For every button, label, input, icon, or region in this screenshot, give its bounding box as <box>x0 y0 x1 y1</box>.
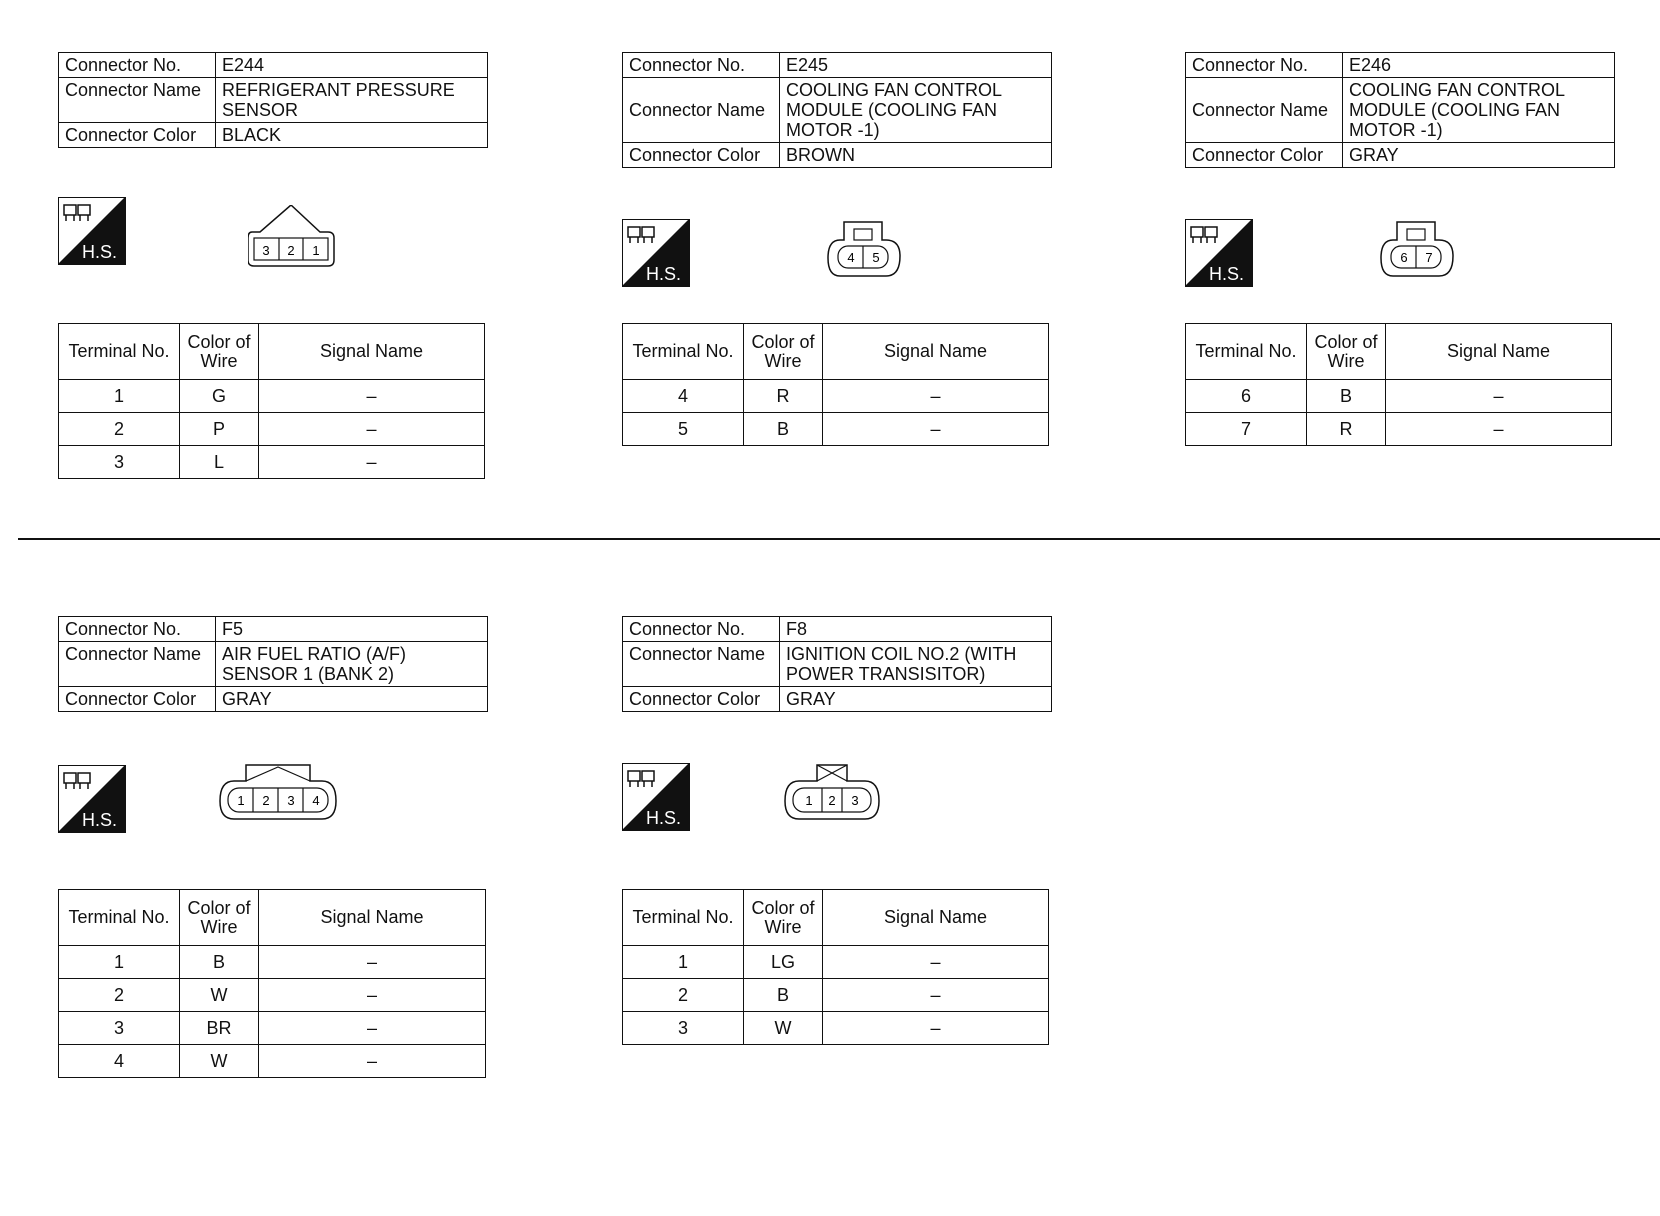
connector-name-line: POWER TRANSISITOR) <box>786 664 986 684</box>
signal-name-cell: – <box>1386 380 1612 413</box>
terminal-no-cell: 4 <box>59 1045 180 1078</box>
terminal-no-cell: 1 <box>59 380 180 413</box>
header-terminal-no: Terminal No. <box>623 324 744 380</box>
connector-face-diagram <box>826 220 906 280</box>
pin-number: 1 <box>312 243 320 258</box>
connector-name-line: COOLING FAN CONTROL <box>1349 80 1566 100</box>
table-row <box>59 979 486 1012</box>
header-text-line: Color of <box>1314 331 1378 352</box>
connector-name-value <box>780 642 1052 687</box>
label-connector-no: Connector No. <box>59 617 216 642</box>
hs-label: H.S. <box>82 810 118 830</box>
terminal-table <box>58 889 486 1078</box>
wire-color-cell: W <box>180 1045 259 1078</box>
connector-name-line: SENSOR <box>222 100 299 120</box>
connector-name-line: SENSOR 1 (BANK 2) <box>222 664 395 684</box>
terminal-no-cell: 2 <box>623 979 744 1012</box>
connector-name-value <box>216 642 488 687</box>
wire-color-cell: B <box>180 946 259 979</box>
hs-label: H.S. <box>1209 264 1245 284</box>
connector-info-table <box>58 52 488 148</box>
connector-color-value: BLACK <box>216 123 488 148</box>
terminal-no-cell: 6 <box>1186 380 1307 413</box>
signal-name-cell: – <box>823 380 1049 413</box>
wire-color-cell: B <box>744 413 823 446</box>
hs-label: H.S. <box>646 264 682 284</box>
signal-name-cell: – <box>1386 413 1612 446</box>
connector-color-value: GRAY <box>216 687 488 712</box>
table-row <box>59 1012 486 1045</box>
terminal-no-cell: 2 <box>59 979 180 1012</box>
header-text-line: Color of <box>751 331 815 352</box>
signal-name-cell: – <box>823 1012 1049 1045</box>
table-row <box>59 413 485 446</box>
table-row <box>59 380 485 413</box>
header-text-line: Color of <box>187 331 251 352</box>
pin-number: 4 <box>847 250 855 265</box>
header-text-line: Wire <box>764 350 802 371</box>
pin-number: 4 <box>312 793 320 808</box>
connector-info-table <box>1185 52 1615 168</box>
table-row <box>623 413 1049 446</box>
connector-info-table <box>622 616 1052 712</box>
connector-name-value <box>780 78 1052 143</box>
wire-color-cell: P <box>180 413 259 446</box>
terminal-table <box>58 323 485 479</box>
connector-no-value: F5 <box>216 617 488 642</box>
connector-name-line: IGNITION COIL NO.2 (WITH <box>786 644 1017 664</box>
header-signal-name: Signal Name <box>259 890 486 946</box>
wire-color-cell: LG <box>744 946 823 979</box>
signal-name-cell: – <box>823 413 1049 446</box>
connector-face-diagram <box>783 763 883 825</box>
connector-no-value: E246 <box>1343 53 1615 78</box>
header-color-of-wire <box>744 324 823 380</box>
header-color-of-wire <box>180 324 259 380</box>
table-row <box>59 1045 486 1078</box>
wire-color-cell: G <box>180 380 259 413</box>
header-terminal-no: Terminal No. <box>1186 324 1307 380</box>
terminal-no-cell: 1 <box>623 946 744 979</box>
table-row <box>623 380 1049 413</box>
table-row <box>623 1012 1049 1045</box>
connector-name-line: MODULE (COOLING FAN <box>786 100 998 120</box>
header-text-line: Wire <box>1327 350 1365 371</box>
connector-name-line: AIR FUEL RATIO (A/F) <box>222 644 407 664</box>
harness-side-icon <box>58 765 126 833</box>
connector-block-e245 <box>622 52 1052 168</box>
terminal-table <box>1185 323 1612 446</box>
connector-name-line: MOTOR -1) <box>1349 120 1443 140</box>
label-connector-color: Connector Color <box>623 143 780 168</box>
signal-name-cell: – <box>259 413 485 446</box>
connector-face-diagram <box>1379 220 1459 280</box>
harness-side-icon <box>622 763 690 831</box>
terminal-no-cell: 5 <box>623 413 744 446</box>
connector-name-value <box>216 78 488 123</box>
label-connector-no: Connector No. <box>1186 53 1343 78</box>
label-connector-color: Connector Color <box>59 123 216 148</box>
table-row <box>623 979 1049 1012</box>
wire-color-cell: L <box>180 446 259 479</box>
header-color-of-wire <box>744 890 823 946</box>
label-connector-color: Connector Color <box>59 687 216 712</box>
connector-info-table <box>622 52 1052 168</box>
header-signal-name: Signal Name <box>1386 324 1612 380</box>
connector-no-value: E245 <box>780 53 1052 78</box>
table-row <box>1186 413 1612 446</box>
wire-color-cell: B <box>1307 380 1386 413</box>
terminal-table <box>622 323 1049 446</box>
terminal-no-cell: 3 <box>59 1012 180 1045</box>
terminal-table <box>622 889 1049 1045</box>
table-row <box>59 446 485 479</box>
connector-name-line: MOTOR -1) <box>786 120 880 140</box>
pin-number: 1 <box>805 793 813 808</box>
label-connector-color: Connector Color <box>623 687 780 712</box>
harness-side-icon <box>58 197 126 265</box>
header-text-line: Wire <box>764 916 802 937</box>
connector-name-value <box>1343 78 1615 143</box>
pin-number: 2 <box>287 243 295 258</box>
header-text-line: Color of <box>751 897 815 918</box>
wire-color-cell: BR <box>180 1012 259 1045</box>
pin-number: 2 <box>262 793 270 808</box>
connector-info-table <box>58 616 488 712</box>
terminal-no-cell: 7 <box>1186 413 1307 446</box>
header-signal-name: Signal Name <box>823 324 1049 380</box>
label-connector-no: Connector No. <box>623 53 780 78</box>
wire-color-cell: R <box>1307 413 1386 446</box>
connector-face-diagram <box>218 763 340 825</box>
label-connector-no: Connector No. <box>623 617 780 642</box>
terminal-no-cell: 2 <box>59 413 180 446</box>
terminal-table-block <box>1185 323 1615 446</box>
terminal-no-cell: 1 <box>59 946 180 979</box>
terminal-table-block <box>622 323 1052 446</box>
connector-name-line: REFRIGERANT PRESSURE <box>222 80 455 100</box>
signal-name-cell: – <box>259 380 485 413</box>
terminal-table-block <box>622 889 1052 1045</box>
header-color-of-wire <box>1307 324 1386 380</box>
connector-block-f5 <box>58 616 488 712</box>
label-connector-name: Connector Name <box>59 78 216 123</box>
signal-name-cell: – <box>823 979 1049 1012</box>
connector-color-value: GRAY <box>1343 143 1615 168</box>
header-terminal-no: Terminal No. <box>59 890 180 946</box>
terminal-no-cell: 3 <box>623 1012 744 1045</box>
header-text-line: Color of <box>187 897 251 918</box>
pin-number: 6 <box>1400 250 1408 265</box>
signal-name-cell: – <box>259 446 485 479</box>
header-signal-name: Signal Name <box>823 890 1049 946</box>
signal-name-cell: – <box>259 979 486 1012</box>
label-connector-name: Connector Name <box>59 642 216 687</box>
harness-side-icon <box>622 219 690 287</box>
connector-name-line: COOLING FAN CONTROL <box>786 80 1003 100</box>
signal-name-cell: – <box>259 946 486 979</box>
wire-color-cell: R <box>744 380 823 413</box>
wire-color-cell: W <box>180 979 259 1012</box>
pin-number: 2 <box>828 793 836 808</box>
terminal-no-cell: 4 <box>623 380 744 413</box>
pin-number: 3 <box>287 793 295 808</box>
label-connector-name: Connector Name <box>1186 78 1343 143</box>
table-row <box>59 946 486 979</box>
label-connector-name: Connector Name <box>623 642 780 687</box>
signal-name-cell: – <box>259 1045 486 1078</box>
pin-number: 3 <box>851 793 859 808</box>
pin-number: 5 <box>872 250 880 265</box>
pin-number: 1 <box>237 793 245 808</box>
section-divider <box>18 538 1660 540</box>
header-terminal-no: Terminal No. <box>59 324 180 380</box>
wire-color-cell: B <box>744 979 823 1012</box>
pin-number: 3 <box>262 243 270 258</box>
table-row <box>623 946 1049 979</box>
connector-block-e246 <box>1185 52 1615 168</box>
hs-label: H.S. <box>82 242 118 262</box>
connector-no-value: F8 <box>780 617 1052 642</box>
connector-no-value: E244 <box>216 53 488 78</box>
header-color-of-wire <box>180 890 259 946</box>
connector-color-value: BROWN <box>780 143 1052 168</box>
signal-name-cell: – <box>823 946 1049 979</box>
table-row <box>1186 380 1612 413</box>
wire-color-cell: W <box>744 1012 823 1045</box>
label-connector-name: Connector Name <box>623 78 780 143</box>
signal-name-cell: – <box>259 1012 486 1045</box>
connector-face-diagram <box>248 205 338 280</box>
connector-name-line: MODULE (COOLING FAN <box>1349 100 1561 120</box>
harness-side-icon <box>1185 219 1253 287</box>
connector-block-e244 <box>58 52 488 148</box>
header-signal-name: Signal Name <box>259 324 485 380</box>
label-connector-no: Connector No. <box>59 53 216 78</box>
label-connector-color: Connector Color <box>1186 143 1343 168</box>
terminal-table-block <box>58 889 488 1078</box>
connector-block-f8 <box>622 616 1052 712</box>
header-text-line: Wire <box>200 350 238 371</box>
terminal-table-block <box>58 323 488 479</box>
header-terminal-no: Terminal No. <box>623 890 744 946</box>
header-text-line: Wire <box>200 916 238 937</box>
pin-number: 7 <box>1425 250 1433 265</box>
hs-label: H.S. <box>646 808 682 828</box>
connector-color-value: GRAY <box>780 687 1052 712</box>
terminal-no-cell: 3 <box>59 446 180 479</box>
